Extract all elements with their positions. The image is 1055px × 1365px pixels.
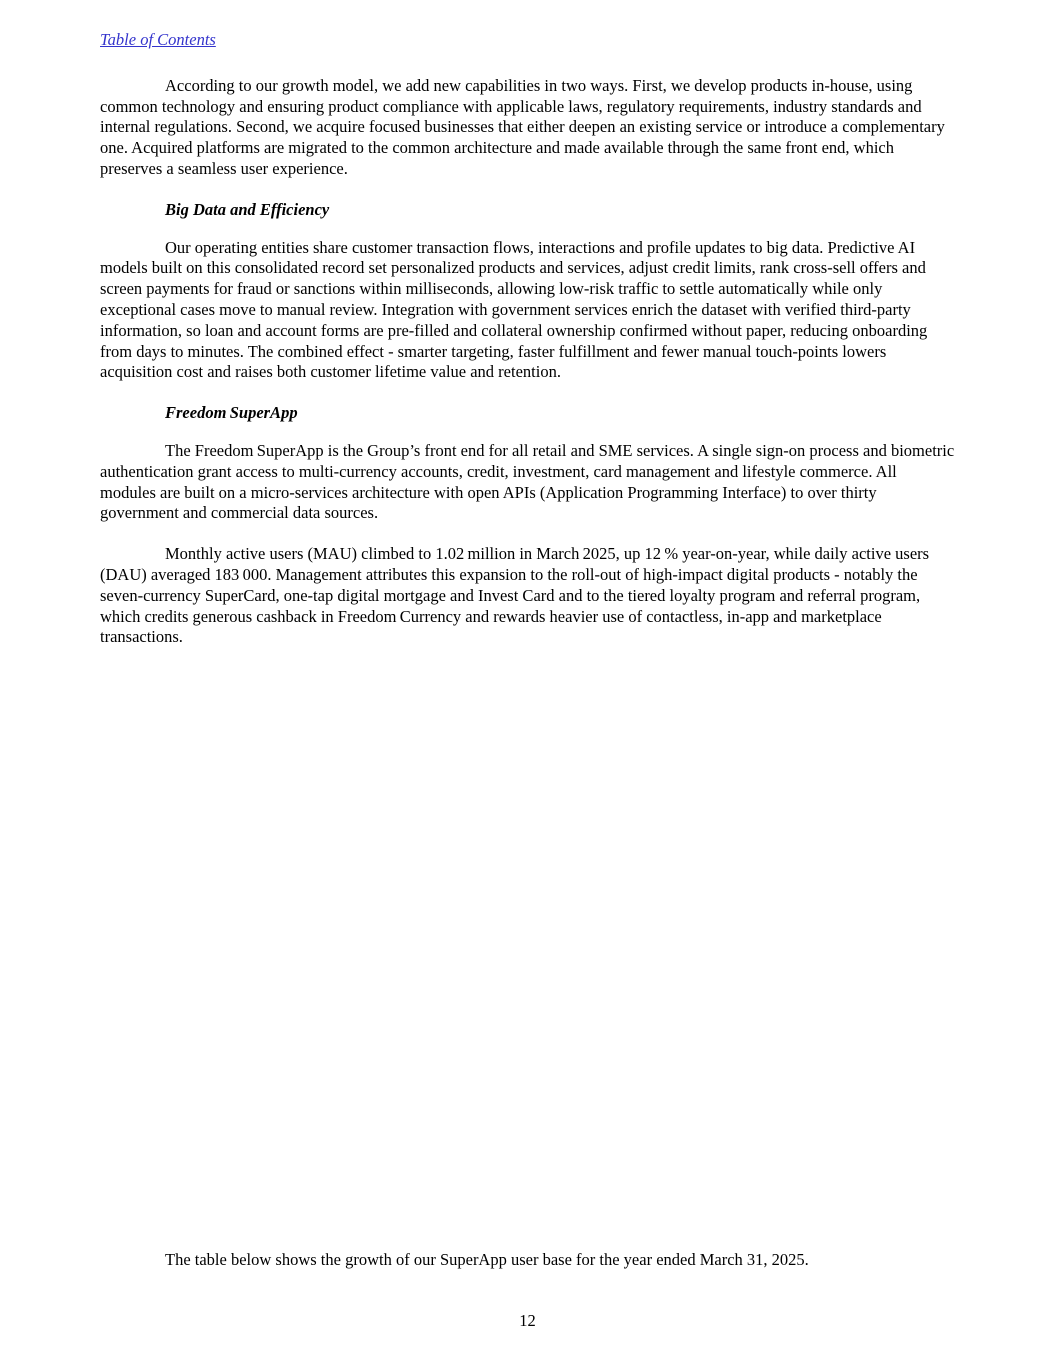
heading-freedom-superapp: Freedom SuperApp [165, 403, 298, 423]
paragraph-table-intro: The table below shows the growth of our SuperApp user base for the year ended March 31, 2025. [165, 1250, 809, 1269]
document-body [100, 30, 956, 668]
paragraph-superapp-overview: The Freedom SuperApp is the Group’s front end for all retail and SME services. A single sign-on process and biometric authentication grant access to multi-currency accounts, credit, investment, card management and lifestyle commerce. All modules are built on a micro-services architecture with open APIs (Application Programming Interface) to over thirty government and commercial data sources. [100, 440, 955, 523]
page-number: 12 [519, 1311, 536, 1330]
paragraph-mau-growth: Monthly active users (MAU) climbed to 1.02 million in March 2025, up 12 % year-on-year, while daily active users (DAU) averaged 183 000. Management attributes this expansion to the roll-out of high-impact digital products - notably the seven-currency SuperCard, one-tap digital mortgage and Invest Card and to the tiered loyalty program and referral program, which credits generous cashback in Freedom Currency and rewards heavier use of contactless, in-app and marketplace transactions. [100, 544, 930, 647]
table-of-contents-link[interactable]: Table of Contents [100, 30, 216, 49]
paragraph-growth-model: According to our growth model, we add new capabilities in two ways. First, we develop products in-house, using common technology and ensuring product compliance with applicable laws, regulatory requirements, industry standards and internal regulations. Second, we acquire focused businesses that either deepen an existing service or introduce a complementary one. Acquired platforms are migrated to the common architecture and made available through the same front end, which preserves a seamless user experience. [100, 75, 945, 178]
paragraph-big-data: Our operating entities share customer transaction flows, interactions and profile updates to big data. Predictive AI models built on this consolidated record set personalized products and services, adjust credit limits, rank cross-sell offers and screen payments for fraud or sanctions within milliseconds, allowing low-risk traffic to settle automatically while only exceptional cases move to manual review. Integration with government services enrich the dataset with verified third-party information, so loan and account forms are pre-filled and collateral ownership confirmed without paper, reducing onboarding from days to minutes. The combined effect - smarter targeting, faster fulfillment and fewer manual touch-points lowers acquisition cost and raises both customer lifetime value and retention. [100, 237, 928, 382]
heading-big-data-and-efficiency: Big Data and Efficiency [165, 199, 330, 219]
